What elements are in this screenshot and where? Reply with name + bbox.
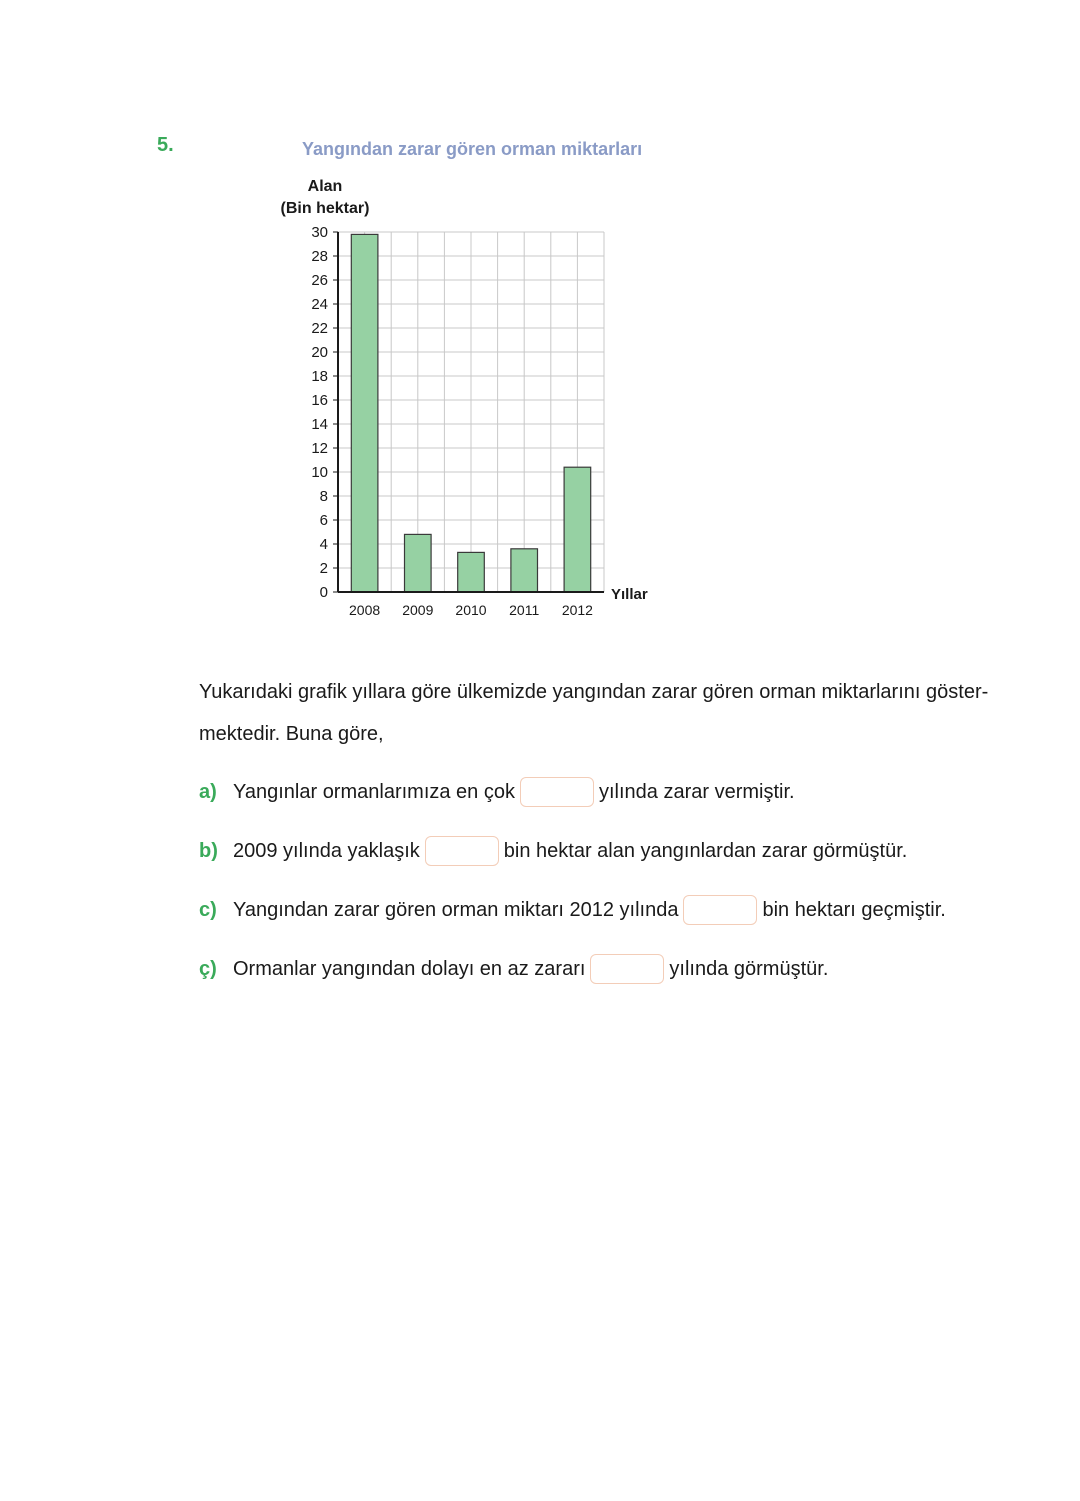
y-tick-label: 24 [311, 296, 328, 313]
y-tick-label: 22 [311, 320, 328, 337]
item-c-answer-box[interactable] [683, 895, 757, 925]
item-b-text-before: 2009 yılında yaklaşık [233, 839, 420, 862]
item-a-text-after: yılında zarar vermiştir. [598, 780, 795, 803]
intro-line-1: Yukarıdaki grafik yıllara göre ülkemizde yangından zarar gören orman miktarlarını göster- [199, 681, 989, 703]
x-tick-label: 2011 [509, 602, 540, 618]
item-c-text-before: Yangından zarar gören orman miktarı 2012 yılında [233, 898, 679, 921]
item-c-label: c) [199, 898, 217, 921]
y-tick-label: 14 [311, 416, 328, 433]
item-b-label: b) [199, 839, 218, 862]
item-a-answer-box[interactable] [520, 777, 594, 807]
x-tick-label: 2012 [561, 602, 593, 618]
bar-2012 [564, 467, 591, 592]
item-cedilla-answer-box[interactable] [590, 954, 664, 984]
item-b [199, 834, 907, 868]
y-axis-label-line2: (Bin hektar) [280, 200, 370, 217]
y-tick-label: 28 [311, 248, 328, 265]
item-cedilla [199, 952, 828, 986]
intro-line-2: mektedir. Buna göre, [199, 723, 384, 745]
y-axis-label [272, 176, 378, 220]
y-tick-label: 20 [311, 344, 328, 361]
y-tick-label: 8 [319, 488, 328, 505]
bar-chart [290, 222, 670, 632]
x-axis-label: Yıllar [611, 586, 648, 603]
bar-2011 [511, 549, 538, 592]
bar-2009 [405, 534, 432, 592]
x-tick-label: 2009 [402, 602, 434, 618]
y-tick-label: 10 [311, 464, 328, 481]
bar-2010 [458, 552, 485, 592]
y-tick-label: 6 [319, 512, 328, 529]
item-cedilla-label: ç) [199, 957, 217, 980]
x-tick-label: 2008 [349, 602, 381, 618]
x-tick-label: 2010 [455, 602, 487, 618]
item-cedilla-text-after: yılında görmüştür. [669, 957, 829, 980]
item-a-text-before: Yangınlar ormanlarımıza en çok [233, 780, 515, 803]
item-c-text-after: bin hektarı geçmiştir. [762, 898, 946, 921]
y-tick-label: 16 [311, 392, 328, 409]
item-a-label: a) [199, 780, 217, 803]
y-tick-label: 26 [311, 272, 328, 289]
question-number: 5. [157, 134, 174, 156]
item-c [199, 893, 946, 927]
bar-2008 [351, 234, 378, 592]
y-tick-label: 4 [319, 536, 328, 553]
y-tick-label: 2 [319, 560, 328, 577]
y-axis-label-line1: Alan [307, 178, 343, 195]
chart-title: Yangından zarar gören orman miktarları [302, 139, 643, 159]
y-tick-label: 18 [311, 368, 328, 385]
item-cedilla-text-before: Ormanlar yangından dolayı en az zararı [233, 957, 586, 980]
y-tick-label: 12 [311, 440, 328, 457]
y-tick-label: 0 [319, 584, 328, 601]
item-b-answer-box[interactable] [425, 836, 499, 866]
item-a [199, 775, 795, 809]
item-b-text-after: bin hektar alan yangınlardan zarar görmüştür. [503, 839, 908, 862]
y-tick-label: 30 [311, 224, 328, 241]
